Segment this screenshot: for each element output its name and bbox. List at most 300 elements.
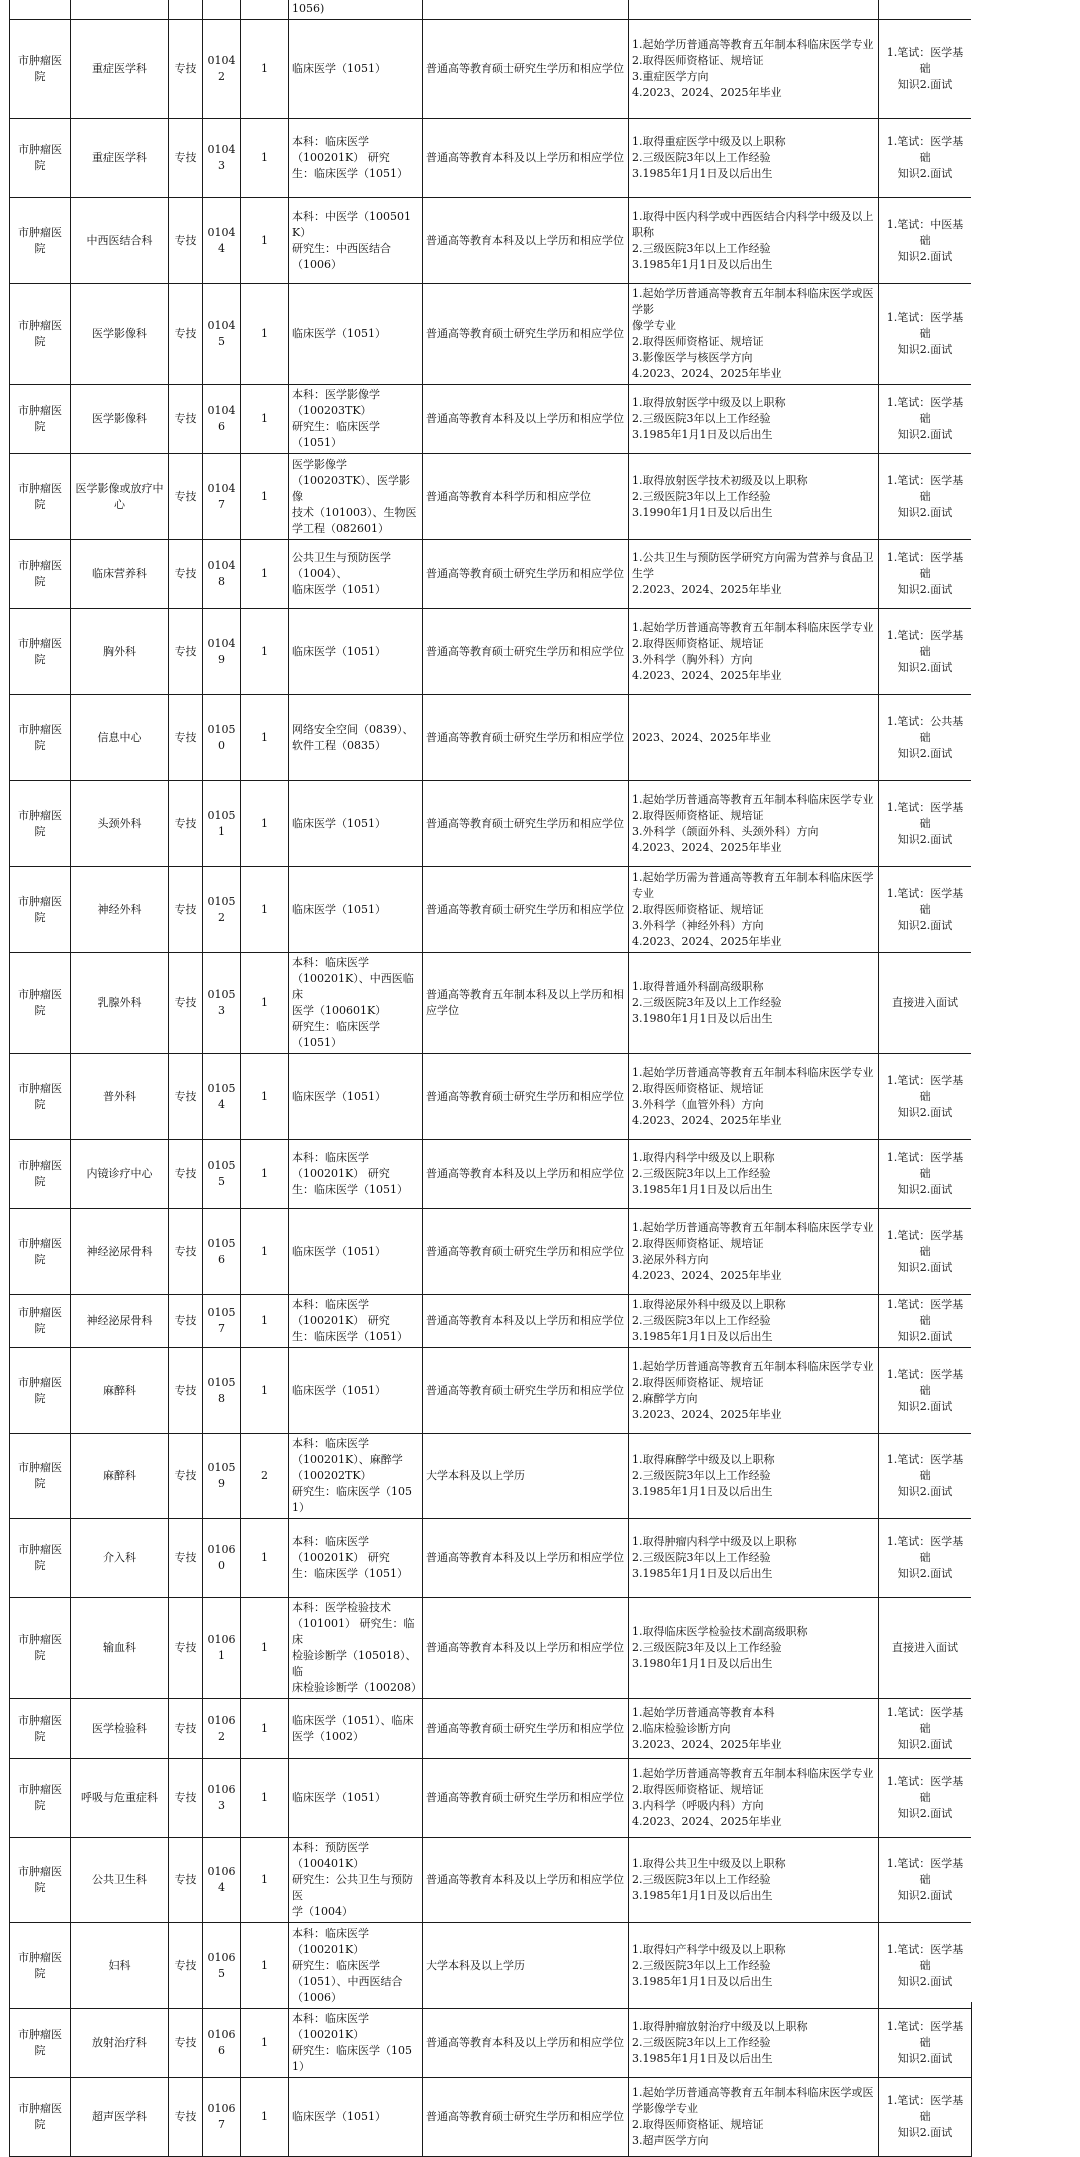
exam-line: 1.笔试：医学基础 [886, 551, 964, 580]
exam-line: 1.笔试：医学基础 [886, 1453, 964, 1482]
count-cell: 1 [241, 1923, 289, 2009]
requirements-cell [629, 1054, 879, 1140]
type-cell: 专技 [169, 1348, 203, 1434]
major-line: 生：临床医学（1051） [292, 1567, 408, 1580]
exam-cell [879, 540, 972, 609]
type-cell: 专技 [169, 695, 203, 781]
education-cell: 普通高等教育硕士研究生学历和相应学位 [423, 1699, 629, 1759]
exam-cell [879, 385, 972, 454]
major-cell [289, 1838, 423, 1923]
type-cell: 专技 [169, 385, 203, 454]
cell-empty [203, 0, 241, 20]
cell-empty [71, 0, 169, 20]
type-cell: 专技 [169, 1759, 203, 1838]
count-cell: 1 [241, 1519, 289, 1598]
requirements-line: 2.三级医院3年及以上工作经验 [632, 1641, 782, 1654]
type-cell: 专技 [169, 454, 203, 540]
major-cell [289, 609, 423, 695]
requirements-line: 3.1985年1月1日及以后出生 [632, 1330, 773, 1343]
exam-line: 1.笔试：医学基础 [886, 1705, 964, 1735]
requirements-line: 3.1985年1月1日及以后出生 [632, 1485, 773, 1498]
requirements-line: 1.起始学历普通高等教育五年制本科临床医学专业 [632, 1767, 874, 1780]
exam-cell [879, 1140, 972, 1209]
major-line: （100202TK） [292, 1469, 372, 1482]
major-cell [289, 2009, 423, 2078]
exam-line: 1.笔试：医学基础 [886, 1857, 964, 1886]
major-line: 研究生：公共卫生与预防医 [292, 1873, 413, 1902]
education-cell: 普通高等教育硕士研究生学历和相应学位 [423, 2078, 629, 2157]
code-cell: 01062 [203, 1699, 241, 1759]
exam-line: 知识2.面试 [897, 1807, 953, 1820]
cell-empty [241, 0, 289, 20]
requirements-line: 2.2023、2024、2025年毕业 [632, 583, 782, 596]
major-cell [289, 1348, 423, 1434]
table-row [10, 1140, 972, 1209]
type-cell: 专技 [169, 119, 203, 198]
table-row [10, 1699, 972, 1759]
count-cell: 1 [241, 1838, 289, 1923]
requirements-line: 3.1980年1月1日及以后出生 [632, 1657, 773, 1670]
type-cell: 专技 [169, 540, 203, 609]
exam-cell [879, 1295, 972, 1348]
count-cell: 1 [241, 1054, 289, 1140]
requirements-line: 3.2023、2024、2025年毕业 [632, 1737, 782, 1751]
exam-line: 1.笔试：医学基础 [886, 1367, 964, 1397]
exam-cell [879, 119, 972, 198]
code-cell: 01046 [203, 385, 241, 454]
table-row [10, 1348, 972, 1434]
major-cell [289, 1054, 423, 1140]
major-cell [289, 1699, 423, 1759]
type-cell: 专技 [169, 1209, 203, 1295]
requirements-line: 2.三级医院3年以上工作经验 [632, 241, 771, 255]
dept-cell: 神经泌尿骨科 [71, 1209, 169, 1295]
exam-line: 1.笔试：医学基础 [886, 473, 964, 503]
exam-cell [879, 1598, 972, 1699]
exam-line: 知识2.面试 [897, 1183, 953, 1196]
dept-cell: 临床营养科 [71, 540, 169, 609]
requirements-line: 1.公共卫生与预防医学研究方向需为营养与食品卫 [632, 551, 874, 564]
hospital-cell: 市肿瘤医院 [10, 119, 71, 198]
requirements-line: 生学 [632, 567, 654, 580]
exam-line: 1.笔试：医学基础 [886, 396, 964, 425]
exam-cell [879, 1519, 972, 1598]
requirements-cell [629, 781, 879, 867]
education-cell: 大学本科及以上学历 [423, 1923, 629, 2009]
count-cell: 1 [241, 119, 289, 198]
table-row [10, 1295, 972, 1348]
count-cell: 1 [241, 867, 289, 953]
education-cell: 普通高等教育硕士研究生学历和相应学位 [423, 540, 629, 609]
requirements-line: 像学专业 [632, 319, 676, 332]
requirements-cell [629, 1759, 879, 1838]
hospital-cell: 市肿瘤医院 [10, 1519, 71, 1598]
requirements-cell [629, 867, 879, 953]
code-cell: 01044 [203, 198, 241, 284]
requirements-line: 3.外科学（颌面外科、头颈外科）方向 [632, 824, 819, 838]
type-cell: 专技 [169, 1140, 203, 1209]
education-cell: 普通高等教育本科学历和相应学位 [423, 454, 629, 540]
exam-cell [879, 609, 972, 695]
exam-line: 知识2.面试 [897, 1889, 953, 1902]
exam-line: 1.笔试：医学基础 [886, 1151, 964, 1180]
count-cell: 1 [241, 953, 289, 1054]
major-line: （100201K） 研究 [292, 1314, 390, 1327]
count-cell: 1 [241, 454, 289, 540]
requirements-line: 2.取得医师资格证、规培证 [632, 902, 764, 916]
requirements-line: 3.影像医学与核医学方向 [632, 351, 753, 364]
major-cell [289, 1295, 423, 1348]
exam-cell [879, 1923, 972, 2009]
requirements-cell [629, 1519, 879, 1598]
requirements-cell [629, 385, 879, 454]
recruitment-table-container [9, 0, 971, 2157]
requirements-line: 1.取得重症医学中级及以上职称 [632, 135, 786, 148]
education-cell: 普通高等教育本科及以上学历和相应学位 [423, 119, 629, 198]
requirements-line: 2.三级医院3年以上工作经验 [632, 1314, 771, 1327]
requirements-line: 1.起始学历普通高等教育五年制本科临床医学专业 [632, 1359, 874, 1373]
exam-line: 1.笔试：医学基础 [886, 1228, 964, 1258]
type-cell: 专技 [169, 1699, 203, 1759]
requirements-line: 2.三级医院3年以上工作经验 [632, 1469, 771, 1482]
major-line: 临床医学（1051） [292, 2110, 386, 2123]
requirements-line: 3.内科学（呼吸内科）方向 [632, 1799, 764, 1812]
major-cell [289, 1759, 423, 1838]
hospital-cell: 市肿瘤医院 [10, 1434, 71, 1519]
major-line: 软件工程（0835） [292, 738, 386, 752]
exam-line: 1.笔试：医学基础 [886, 1298, 964, 1327]
dept-cell: 胸外科 [71, 609, 169, 695]
hospital-cell: 市肿瘤医院 [10, 1699, 71, 1759]
table-row [10, 2078, 972, 2157]
major-cell [289, 953, 423, 1054]
code-cell: 01055 [203, 1140, 241, 1209]
count-cell: 1 [241, 2009, 289, 2078]
exam-line: 1.笔试：医学基础 [886, 800, 964, 830]
exam-line: 知识2.面试 [897, 167, 953, 180]
requirements-line: 3.1985年1月1日及以后出生 [632, 257, 773, 271]
dept-cell: 医学影像科 [71, 284, 169, 385]
major-line: 生：临床医学（1051） [292, 1330, 408, 1343]
dept-cell: 医学影像科 [71, 385, 169, 454]
exam-line: 1.笔试：医学基础 [886, 46, 964, 75]
requirements-line: 1.取得妇产科学中级及以上职称 [632, 1942, 786, 1956]
table-row [10, 1434, 972, 1519]
requirements-line: 3.1985年1月1日及以后出生 [632, 1567, 773, 1580]
requirements-line: 1.起始学历需为普通高等教育五年制本科临床医学 [632, 870, 874, 884]
major-cell [289, 454, 423, 540]
hospital-cell: 市肿瘤医院 [10, 1209, 71, 1295]
exam-cell [879, 695, 972, 781]
major-line: 临床医学（1051） [292, 62, 386, 75]
type-cell: 专技 [169, 867, 203, 953]
hospital-cell: 市肿瘤医院 [10, 695, 71, 781]
major-line: 研究生：临床医学 [292, 420, 380, 433]
requirements-cell [629, 20, 879, 119]
major-line: 研究生：临床医学 [292, 1020, 380, 1033]
requirements-cell [629, 1140, 879, 1209]
major-line: （100201K） 研究 [292, 1551, 390, 1564]
requirements-line: 4.2023、2024、2025年毕业 [632, 86, 782, 99]
requirements-line: 4.2023、2024、2025年毕业 [632, 1113, 782, 1127]
hospital-cell: 市肿瘤医院 [10, 385, 71, 454]
requirements-line: 1.取得麻醉学中级及以上职称 [632, 1453, 775, 1466]
exam-line: 知识2.面试 [897, 1330, 953, 1343]
exam-cell [879, 2078, 972, 2157]
exam-line: 直接进入面试 [892, 996, 958, 1009]
table-row [10, 867, 972, 953]
exam-line: 知识2.面试 [897, 660, 953, 674]
exam-cell [879, 284, 972, 385]
major-line: 临床医学（1051） [292, 644, 386, 658]
requirements-line: 1.取得内科学中级及以上职称 [632, 1151, 775, 1164]
education-cell: 普通高等教育本科及以上学历和相应学位 [423, 1598, 629, 1699]
type-cell: 专技 [169, 1598, 203, 1699]
major-line: 研究生：临床医学 [292, 1958, 380, 1972]
requirements-line: 2.三级医院3年以上工作经验 [632, 151, 771, 164]
table-row [10, 609, 972, 695]
education-cell: 普通高等教育硕士研究生学历和相应学位 [423, 20, 629, 119]
exam-cell [879, 20, 972, 119]
code-cell: 01051 [203, 781, 241, 867]
page-margin [971, 0, 1080, 2002]
requirements-line: 2023、2024、2025年毕业 [632, 730, 771, 744]
requirements-line: 1.起始学历普通高等教育五年制本科临床医学或医学影 [632, 287, 874, 316]
type-cell: 专技 [169, 781, 203, 867]
exam-line: 知识2.面试 [897, 343, 953, 356]
code-cell: 01057 [203, 1295, 241, 1348]
hospital-cell: 市肿瘤医院 [10, 1598, 71, 1699]
hospital-cell: 市肿瘤医院 [10, 284, 71, 385]
code-cell: 01050 [203, 695, 241, 781]
major-line: 研究生：临床医学（1051） [292, 1485, 412, 1514]
exam-line: 1.笔试：医学基础 [886, 135, 964, 164]
requirements-line: 2.取得医师资格证、规培证 [632, 636, 764, 650]
table-row [10, 695, 972, 781]
major-line: （100201K）、中西医临床 [292, 972, 414, 1001]
table-row [10, 284, 972, 385]
requirements-line: 1.起始学历普通高等教育五年制本科临床医学专业 [632, 620, 874, 634]
major-line: （100201K）、麻醉学 [292, 1453, 403, 1466]
exam-line: 1.笔试：医学基础 [886, 2020, 964, 2049]
hospital-cell: 市肿瘤医院 [10, 20, 71, 119]
major-line: 临床医学（1051） [292, 816, 386, 830]
requirements-cell [629, 119, 879, 198]
dept-cell: 内镜诊疗中心 [71, 1140, 169, 1209]
requirements-line: 3.外科学（神经外科）方向 [632, 918, 764, 932]
requirements-line: 3.1985年1月1日及以后出生 [632, 1889, 773, 1902]
major-line: 生：临床医学（1051） [292, 167, 408, 180]
major-line: 医学影像学 [292, 457, 347, 471]
exam-line: 1.笔试：医学基础 [886, 1942, 964, 1972]
requirements-line: 2.三级医院3年以上工作经验 [632, 489, 771, 503]
major-line: 研究生：临床医学（1051） [292, 2044, 412, 2073]
exam-line: 知识2.面试 [897, 746, 953, 760]
exam-cell [879, 1054, 972, 1140]
requirements-cell [629, 1209, 879, 1295]
hospital-cell: 市肿瘤医院 [10, 1923, 71, 2009]
exam-line: 知识2.面试 [897, 1399, 953, 1413]
type-cell: 专技 [169, 1923, 203, 2009]
dept-cell: 中西医结合科 [71, 198, 169, 284]
education-cell: 普通高等教育本科及以上学历和相应学位 [423, 385, 629, 454]
exam-line: 知识2.面试 [897, 1485, 953, 1498]
type-cell: 专技 [169, 20, 203, 119]
requirements-line: 3.外科学（胸外科）方向 [632, 652, 753, 666]
exam-line: 知识2.面试 [897, 1105, 953, 1119]
requirements-line: 2.三级医院3年以上工作经验 [632, 2036, 771, 2049]
dept-cell: 放射治疗科 [71, 2009, 169, 2078]
major-cell [289, 695, 423, 781]
requirements-line: 1.起始学历普通高等教育本科 [632, 1705, 775, 1719]
requirements-line: 2.取得医师资格证、规培证 [632, 1236, 764, 1250]
dept-cell: 重症医学科 [71, 119, 169, 198]
major-line: （1051） [292, 436, 342, 449]
count-cell: 1 [241, 1759, 289, 1838]
count-cell: 1 [241, 2078, 289, 2157]
requirements-cell [629, 1838, 879, 1923]
major-line: （100201K） [292, 2028, 365, 2041]
type-cell: 专技 [169, 1838, 203, 1923]
table-row-fragment [10, 0, 972, 20]
requirements-line: 1.取得临床医学检验技术副高级职称 [632, 1625, 808, 1638]
code-cell: 01052 [203, 867, 241, 953]
major-cell [289, 385, 423, 454]
major-cell [289, 284, 423, 385]
hospital-cell: 市肿瘤医院 [10, 2009, 71, 2078]
exam-line: 知识2.面试 [897, 832, 953, 846]
requirements-cell [629, 198, 879, 284]
table-row [10, 781, 972, 867]
count-cell: 1 [241, 1295, 289, 1348]
requirements-line: 3.1990年1月1日及以后出生 [632, 505, 773, 519]
code-cell: 01067 [203, 2078, 241, 2157]
type-cell: 专技 [169, 953, 203, 1054]
major-line: 本科：临床医学 [292, 2012, 369, 2025]
code-cell: 01065 [203, 1923, 241, 2009]
dept-cell: 输血科 [71, 1598, 169, 1699]
major-line: 医学（100601K） [292, 1004, 387, 1017]
major-line: （1051） [292, 1036, 342, 1049]
type-cell: 专技 [169, 609, 203, 695]
dept-cell: 乳腺外科 [71, 953, 169, 1054]
exam-cell [879, 1699, 972, 1759]
requirements-line: 1.取得肿瘤内科学中级及以上职称 [632, 1535, 797, 1548]
table-row [10, 2009, 972, 2078]
count-cell: 1 [241, 1699, 289, 1759]
count-cell: 2 [241, 1434, 289, 1519]
requirements-line: 职称 [632, 225, 654, 239]
requirements-line: 2.取得医师资格证、规培证 [632, 2118, 764, 2131]
hospital-cell: 市肿瘤医院 [10, 540, 71, 609]
type-cell: 专技 [169, 1054, 203, 1140]
exam-cell [879, 454, 972, 540]
table-row [10, 385, 972, 454]
requirements-line: 3.1985年1月1日及以后出生 [632, 428, 773, 441]
major-line: （100401K） [292, 1857, 365, 1870]
major-line: 生：临床医学（1051） [292, 1183, 408, 1196]
requirements-line: 2.取得医师资格证、规培证 [632, 1375, 764, 1389]
major-line: 检验诊断学（105018）、临 [292, 1649, 417, 1678]
count-cell: 1 [241, 609, 289, 695]
table-row [10, 454, 972, 540]
major-cell [289, 867, 423, 953]
requirements-cell [629, 1434, 879, 1519]
exam-line: 知识2.面试 [897, 78, 953, 91]
code-cell: 01064 [203, 1838, 241, 1923]
type-cell: 专技 [169, 1519, 203, 1598]
major-line: 本科：医学检验技术 [292, 1601, 391, 1614]
major-line: 学（1004） [292, 1905, 353, 1918]
exam-cell [879, 953, 972, 1054]
code-cell: 01060 [203, 1519, 241, 1598]
table-row [10, 1923, 972, 2009]
education-cell: 普通高等教育硕士研究生学历和相应学位 [423, 609, 629, 695]
requirements-line: 4.2023、2024、2025年毕业 [632, 934, 782, 948]
requirements-line: 3.1985年1月1日及以后出生 [632, 1974, 773, 1988]
hospital-cell: 市肿瘤医院 [10, 1759, 71, 1838]
count-cell: 1 [241, 1598, 289, 1699]
code-cell: 01058 [203, 1348, 241, 1434]
requirements-cell [629, 284, 879, 385]
major-cell [289, 1209, 423, 1295]
type-cell: 专技 [169, 198, 203, 284]
requirements-line: 1.取得公共卫生中级及以上职称 [632, 1857, 786, 1870]
major-line: （1006） [292, 1990, 342, 2004]
major-line: 技术（101003）、生物医 [292, 505, 417, 519]
hospital-cell: 市肿瘤医院 [10, 1140, 71, 1209]
dept-cell: 头颈外科 [71, 781, 169, 867]
requirements-cell [629, 1295, 879, 1348]
requirements-cell [629, 2078, 879, 2157]
dept-cell: 普外科 [71, 1054, 169, 1140]
dept-cell: 信息中心 [71, 695, 169, 781]
type-cell: 专技 [169, 1434, 203, 1519]
table-row [10, 1519, 972, 1598]
major-line: （100201K） 研究 [292, 151, 390, 164]
dept-cell: 公共卫生科 [71, 1838, 169, 1923]
major-line: 本科：中医学（100501K） [292, 209, 411, 239]
requirements-line: 2.三级医院3年以上工作经验 [632, 1167, 771, 1180]
major-line: 本科：临床医学 [292, 1298, 369, 1311]
hospital-cell: 市肿瘤医院 [10, 953, 71, 1054]
code-cell: 01061 [203, 1598, 241, 1699]
requirements-line: 2.三级医院3年以上工作经验 [632, 412, 771, 425]
education-cell: 普通高等教育硕士研究生学历和相应学位 [423, 1759, 629, 1838]
exam-line: 1.笔试：医学基础 [886, 2094, 964, 2123]
exam-line: 直接进入面试 [892, 1641, 958, 1654]
cell-empty [169, 0, 203, 20]
code-cell: 01059 [203, 1434, 241, 1519]
requirements-line: 2.三级医院3年以上工作经验 [632, 1873, 771, 1886]
requirements-line: 1.取得普通外科副高级职称 [632, 980, 764, 993]
requirements-line: 3.外科学（血管外科）方向 [632, 1097, 764, 1111]
count-cell: 1 [241, 781, 289, 867]
dept-cell: 麻醉科 [71, 1348, 169, 1434]
major-line: 本科：临床医学 [292, 1151, 369, 1164]
code-cell: 01056 [203, 1209, 241, 1295]
cell-empty [423, 0, 629, 20]
requirements-line: 3.1985年1月1日及以后出生 [632, 2052, 773, 2065]
count-cell: 1 [241, 1209, 289, 1295]
hospital-cell: 市肿瘤医院 [10, 1838, 71, 1923]
major-line: （100201K） [292, 1942, 365, 1956]
table-row [10, 540, 972, 609]
table-body [10, 0, 972, 2157]
major-line: 临床医学（1051） [292, 1383, 386, 1397]
code-cell: 01043 [203, 119, 241, 198]
requirements-line: 1.起始学历普通高等教育五年制本科临床医学专业 [632, 38, 874, 51]
